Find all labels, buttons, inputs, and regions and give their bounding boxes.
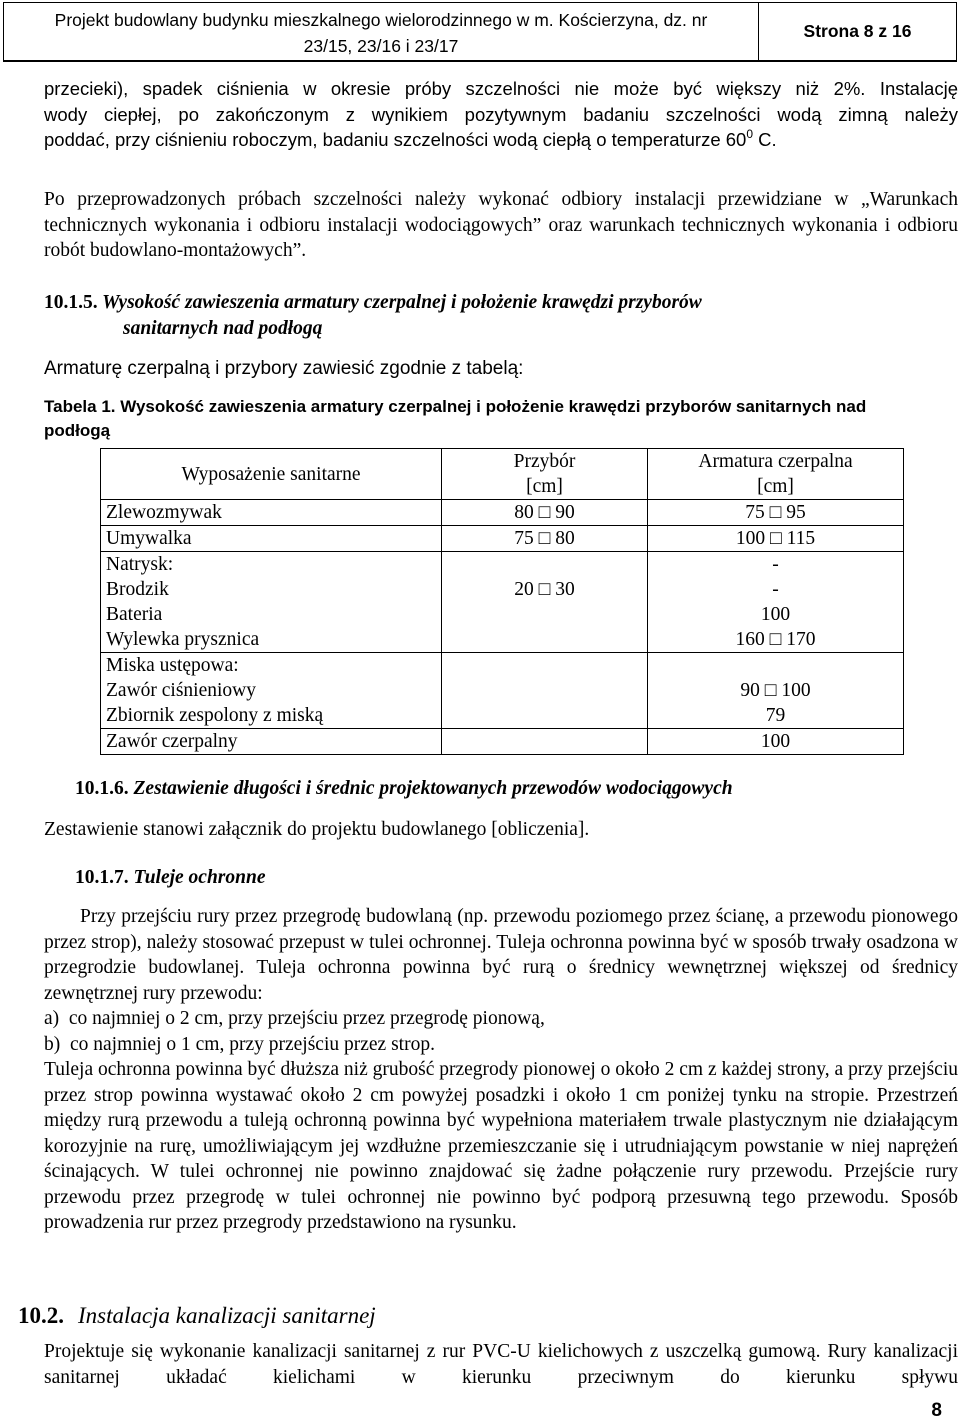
section-1016-body: Zestawienie stanowi załącznik do projektu budowlanego [obliczenia]. xyxy=(44,819,590,840)
table-row-natrysk xyxy=(101,552,904,653)
section-1015-number: 10.1.5. xyxy=(44,292,98,313)
cell-natrysk-names xyxy=(101,552,442,653)
cell-name: Zlewozmywak xyxy=(101,500,442,526)
header-col-przybor xyxy=(442,449,648,500)
cell-miska-przybor xyxy=(442,653,648,729)
header-title-line1: Projekt budowlany budynku mieszkalnego wielorodzinnego w m. Kościerzyna, dz. nr xyxy=(54,10,708,30)
header-title-line2: 23/15, 23/16 i 23/17 xyxy=(303,36,459,56)
section-102-para: Projektuje się wykonanie kanalizacji sanitarnej z rur PVC-U kielichowych z uszczelką gumową. Rury kanalizacji sanitarnej układać kielichami w kierunku przeciwnym do kierunku spływu xyxy=(44,1341,958,1388)
cell-miska-names xyxy=(101,653,442,729)
page-header xyxy=(3,2,957,62)
degree-superscript: 0 xyxy=(746,126,754,141)
natrysk-armatura: - xyxy=(772,554,779,575)
zbiornik-przybor xyxy=(447,703,642,728)
section-102-heading xyxy=(18,1302,918,1330)
brodzik-armatura: - xyxy=(772,579,779,600)
section-1015-heading xyxy=(44,290,944,316)
intro-sans-paragraph xyxy=(44,76,958,153)
table-header-row xyxy=(101,449,904,500)
brodzik-przybor: 20 □ 30 xyxy=(514,579,575,600)
wylewka-armatura: 160 □ 170 xyxy=(735,629,816,650)
zawor-cisnieniowy-armatura: 90 □ 100 xyxy=(740,680,811,701)
section-1017-para1: Przy przejściu rury przez przegrodę budowlaną (np. przewodu poziomego przez ścianę, a przewodu pionowego przez strop), należy stosować przepust w tulei ochronnej. Tuleja ochronna powinna być w sposób trwały osadzona w przegrodzie budowlanej. Tuleja ochronna powinna być rurą o średnicy wewnętrznej większej od średnicy zewnętrznej rury przewodu: xyxy=(44,906,958,1004)
section-102-number: 10.2. xyxy=(18,1303,64,1328)
intro-line-3-text: poddać, przy ciśnieniu roboczym, badaniu szczelności wodą ciepłą o temperaturze 60 xyxy=(44,129,747,150)
wylewka-przybor xyxy=(447,627,642,652)
cell-przybor: 75 □ 80 xyxy=(442,526,648,552)
cell-natrysk-armatura xyxy=(648,552,904,653)
header-armatura-line1: Armatura czerpalna xyxy=(698,451,853,472)
section-1015-title-1: Wysokość zawieszenia armatury czerpalnej i położenie krawędzi przyborów xyxy=(102,292,702,313)
section-1017-number: 10.1.7. xyxy=(75,867,129,888)
section-1017-body xyxy=(44,904,958,1236)
cell-armatura: 100 xyxy=(648,729,904,755)
fixture-height-table xyxy=(100,448,904,755)
header-armatura-line2: [cm] xyxy=(757,476,794,497)
cell-miska-armatura xyxy=(648,653,904,729)
table-row xyxy=(101,526,904,552)
header-przybor-line1: Przybór xyxy=(513,451,576,472)
bateria-name: Bateria xyxy=(106,604,163,625)
header-przybor-line2: [cm] xyxy=(526,476,563,497)
bateria-armatura: 100 xyxy=(760,604,791,625)
intro-serif-text: Po przeprowadzonych próbach szczelności należy wykonać odbiory instalacji przewidziane w „Warunkach technicznych wykonania i odbioru instalacji wodociągowych” oraz warunkach technicznych wykonania i odbioru robót budowlano-montażowych”. xyxy=(44,189,958,261)
table-caption-line1: Tabela 1. Wysokość zawieszenia armatury czerpalnej i położenie krawędzi przyborów sanitarnych nad xyxy=(44,397,867,416)
cell-natrysk-przybor xyxy=(442,552,648,653)
table-row xyxy=(101,729,904,755)
intro-line-3-end: C. xyxy=(753,129,777,150)
zbiornik-armatura: 79 xyxy=(765,705,786,726)
section-1015-heading-cont: sanitarnych nad podłogą xyxy=(123,318,323,339)
bateria-przybor xyxy=(447,602,642,627)
cell-name: Zawór czerpalny xyxy=(101,729,442,755)
zawor-cisnieniowy-name: Zawór ciśnieniowy xyxy=(106,680,257,701)
miska-name: Miska ustępowa: xyxy=(106,655,239,676)
cell-armatura: 100 □ 115 xyxy=(648,526,904,552)
section-1017-title: Tuleje ochronne xyxy=(133,867,266,888)
table-caption-line2: podłogą xyxy=(44,421,111,440)
header-col-armatura xyxy=(648,449,904,500)
section-1017-para2: Tuleja ochronna powinna być dłuższa niż grubość przegrody pionowej o około 2 cm z każdej strony, a przy przejściu przez strop powinna wystawać około 2 cm powyżej posadzki i około 1 cm poniżej tynku na stropie. Przestrzeń między rurą przewodu a tuleją ochronną powinna być wypełniona materiałem trwale plastycznym nie działającym korozyjnie na rurę, umożliwiającym jej wzdłużne przemieszczanie się i utrudniającym powstanie w niej naprężeń ścinających. W tulei ochronnej nie powinno znajdować się żadne połączenie rury przewodu. Przejście rury przewodu przez przegrodę w tulei ochronnej nie powinno być podporą przesuwną tego przewodu. Sposób prowadzenia rur przez przegrody przedstawiono na rysunku. xyxy=(44,1059,958,1233)
intro-serif-paragraph xyxy=(44,187,958,264)
cell-przybor xyxy=(442,729,648,755)
table-caption xyxy=(44,395,958,443)
section-1016-heading xyxy=(75,776,955,802)
header-col-wyposazenie: Wyposażenie sanitarne xyxy=(101,449,442,500)
cell-name: Umywalka xyxy=(101,526,442,552)
zbiornik-name: Zbiornik zespolony z miską xyxy=(106,705,324,726)
section-102-title: Instalacja kanalizacji sanitarnej xyxy=(78,1303,376,1328)
section-1015-body: Armaturę czerpalną i przybory zawiesić zgodnie z tabelą: xyxy=(44,358,524,379)
cell-armatura: 75 □ 95 xyxy=(648,500,904,526)
intro-line-3 xyxy=(44,127,958,153)
section-1016-title: Zestawienie długości i średnic projektowanych przewodów wodociągowych xyxy=(133,778,733,799)
header-title xyxy=(4,3,759,60)
section-1017-item-a: a) co najmniej o 2 cm, przy przejściu przez przegrodę pionową, xyxy=(44,1008,545,1029)
section-102-body xyxy=(44,1339,958,1390)
natrysk-name: Natrysk: xyxy=(106,554,174,575)
header-page-label: Strona 8 z 16 xyxy=(803,21,912,41)
section-1017-heading xyxy=(75,865,955,891)
intro-line-2: wody ciepłej, po zakończonym z wynikiem pozytywnym badaniu szczelności wodą zimną należy xyxy=(44,103,958,125)
section-1016-number: 10.1.6. xyxy=(75,778,129,799)
miska-przybor xyxy=(447,653,642,678)
natrysk-przybor xyxy=(447,552,642,577)
section-1017-item-b: b) co najmniej o 1 cm, przy przejściu przez strop. xyxy=(44,1033,435,1055)
page-number: 8 xyxy=(931,1400,942,1421)
brodzik-name: Brodzik xyxy=(106,579,169,600)
zawor-cisnieniowy-przybor xyxy=(447,678,642,703)
cell-przybor: 80 □ 90 xyxy=(442,500,648,526)
wylewka-name: Wylewka prysznica xyxy=(106,629,260,650)
table-row xyxy=(101,500,904,526)
table-row-miska xyxy=(101,653,904,729)
miska-armatura xyxy=(653,653,898,678)
intro-line-1: przecieki), spadek ciśnienia w okresie próby szczelności nie może być większy niż 2%. Instalację xyxy=(44,78,958,99)
